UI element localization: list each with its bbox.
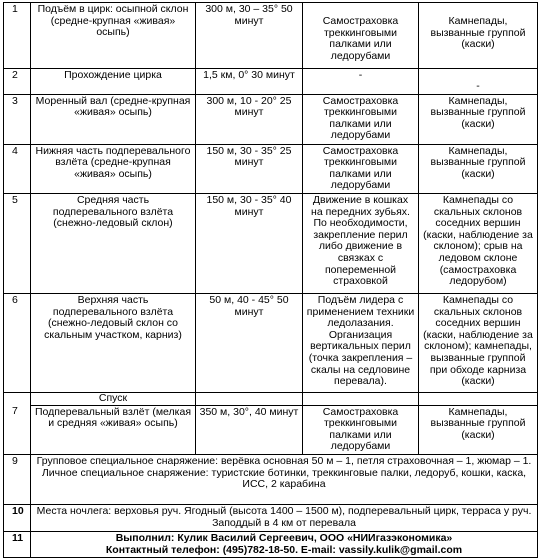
section-cell: Нижняя часть подперевального взлёта (средне-крупная «живая» осыпь) xyxy=(31,144,196,193)
row-number: 9 xyxy=(4,454,31,504)
table-row xyxy=(4,405,538,454)
section-cell: Прохождение цирка xyxy=(31,69,196,95)
row-number: 2 xyxy=(4,69,31,95)
hazard-cell: - xyxy=(419,69,538,95)
safety-cell: - xyxy=(303,69,419,95)
row-number: 5 xyxy=(4,193,31,293)
section-cell: Верхняя часть подперевального взлёта (снежно-ледовый склон со скальным участком, карниз) xyxy=(31,293,196,392)
params-cell: 150 м, 30 - 35° 25 минут xyxy=(196,144,303,193)
hazard-cell: Камнепады, вызванные группой (каски) xyxy=(419,405,538,454)
hazard-cell: Камнепады со скальных склонов соседних вершин (каски, наблюдение за склоном); камнепады, вызванные группой при обходе карниза (каски) xyxy=(419,293,538,392)
author-cell xyxy=(31,531,538,557)
params-cell: 300 м, 10 - 20° 25 минут xyxy=(196,94,303,144)
table-row xyxy=(4,193,538,293)
safety-cell: Движение в кошках на передних зубьях. По необходимости, закрепление перил либо движение в связках с попеременной страховкой xyxy=(303,193,419,293)
row-number: 3 xyxy=(4,94,31,144)
params-cell: 150 м, 30 - 35° 40 минут xyxy=(196,193,303,293)
safety-cell: Самостраховка треккинговыми палками или ледорубами xyxy=(303,3,419,69)
params-cell: 50 м, 40 - 45° 50 минут xyxy=(196,293,303,392)
hazard-cell: Камнепады, вызванные группой (каски) xyxy=(419,94,538,144)
author-name-text: Выполнил: Кулик Василий Сергеевич, ООО «НИИгазэкономика» xyxy=(115,531,453,544)
row-number: 1 xyxy=(4,3,31,69)
author-row xyxy=(4,531,538,557)
group-equipment-text: Групповое специальное снаряжение: верёвка основная 50 м – 1, петля страховочная – 1, жюмар – 1. xyxy=(36,454,532,467)
section-cell: Подперевальный взлёт (мелкая и средняя «живая» осыпь) xyxy=(31,405,196,454)
safety-cell: Самостраховка треккинговыми палками или ледорубами xyxy=(303,94,419,144)
table-row xyxy=(4,3,538,69)
table-row xyxy=(4,69,538,95)
row-number: 7 xyxy=(4,405,31,454)
descent-row xyxy=(4,392,538,405)
params-cell: 350 м, 30°, 40 минут xyxy=(196,405,303,454)
section-cell: Моренный вал (средне-крупная «живая» осыпь) xyxy=(31,94,196,144)
camp-row xyxy=(4,504,538,531)
row-number: 6 xyxy=(4,293,31,392)
params-cell: 300 м, 30 – 35° 50 минут xyxy=(196,3,303,69)
camp-cell: Места ночлега: верховья руч. Ягодный (высота 1400 – 1500 м), подперевальный цирк, терраса у руч. Заподдый в 4 км от перевала xyxy=(31,504,538,531)
equipment-row xyxy=(4,454,538,504)
descent-label: Спуск xyxy=(31,392,196,405)
safety-cell: Самостраховка треккинговыми палками или ледорубами xyxy=(303,405,419,454)
safety-cell: Самостраховка треккинговыми палками или ледорубами xyxy=(303,144,419,193)
hazard-cell: Камнепады, вызванные группой (каски) xyxy=(419,144,538,193)
personal-equipment-text: Личное специальное снаряжение: туристские ботинки, треккинговые палки, ледоруб, кошки, каска, ИСС, 2 карабина xyxy=(41,466,527,491)
params-cell: 1,5 км, 0° 30 минут xyxy=(196,69,303,95)
hazard-cell: Камнепады со скальных склонов соседних вершин (каски, наблюдение за склоном); срыв на ледовом склоне (самостраховка ледорубом) xyxy=(419,193,538,293)
row-number: 4 xyxy=(4,144,31,193)
table-row xyxy=(4,94,538,144)
row-number: 10 xyxy=(4,504,31,531)
table-row xyxy=(4,293,538,392)
hazard-cell: Камнепады, вызванные группой (каски) xyxy=(419,3,538,69)
section-cell: Подъём в цирк: осыпной склон (средне-крупная «живая» осыпь) xyxy=(31,3,196,69)
equipment-cell xyxy=(31,454,538,504)
contact-text: Контактный телефон: (495)782-18-50. E-mail: vassily.kulik@gmail.com xyxy=(105,543,463,556)
safety-cell: Подъём лидера с применением техники ледолазания. Организация вертикальных перил (точка закрепления – скалы на седловине перевала). xyxy=(303,293,419,392)
table-row xyxy=(4,144,538,193)
section-cell: Средняя часть подперевального взлёта (снежно-ледовый склон) xyxy=(31,193,196,293)
row-number: 11 xyxy=(4,531,31,557)
route-table xyxy=(3,2,538,558)
